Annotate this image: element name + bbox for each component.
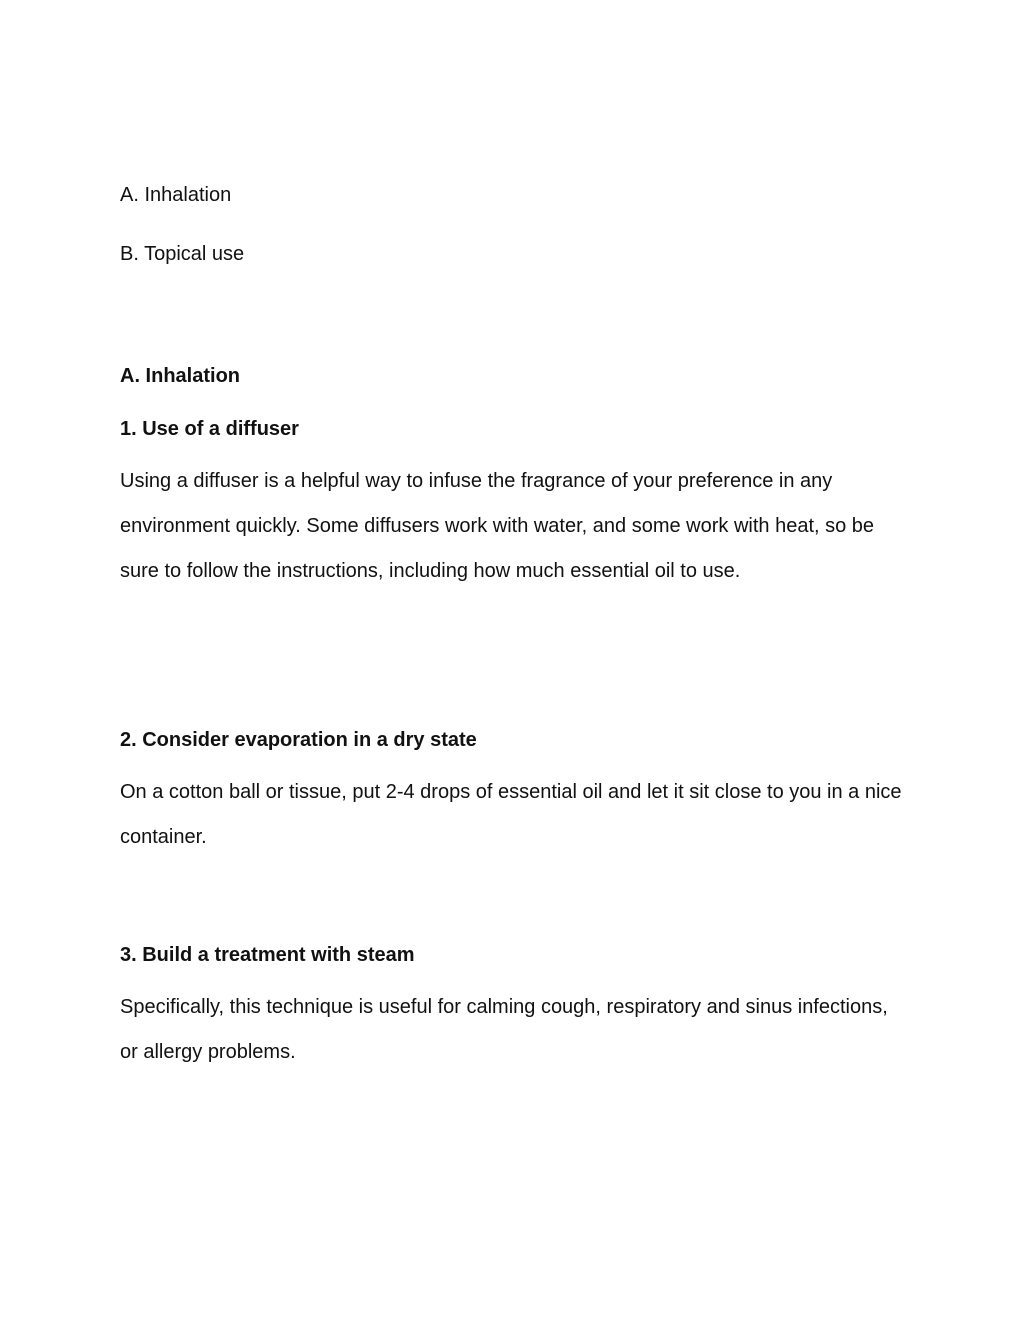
subsection-heading-steam: 3. Build a treatment with steam bbox=[120, 944, 415, 966]
paragraph-diffuser: Using a diffuser is a helpful way to infuse the fragrance of your preference in any environment quickly. Some diffusers work with water, and some work with heat, so be sure to follow the instructions, including how much essential oil to use. bbox=[120, 470, 875, 582]
paragraph-steam: Specifically, this technique is useful for calming cough, respiratory and sinus infections, or allergy problems. bbox=[120, 996, 888, 1063]
toc-item-topical-use: B. Topical use bbox=[120, 243, 245, 265]
subsection-heading-evaporation: 2. Consider evaporation in a dry state bbox=[120, 729, 477, 751]
paragraph-evaporation: On a cotton ball or tissue, put 2-4 drops of essential oil and let it sit close to you in a nice container. bbox=[120, 781, 902, 848]
toc-item-inhalation: A. Inhalation bbox=[120, 184, 232, 206]
section-heading-inhalation: A. Inhalation bbox=[120, 365, 240, 387]
subsection-heading-diffuser: 1. Use of a diffuser bbox=[120, 418, 299, 440]
